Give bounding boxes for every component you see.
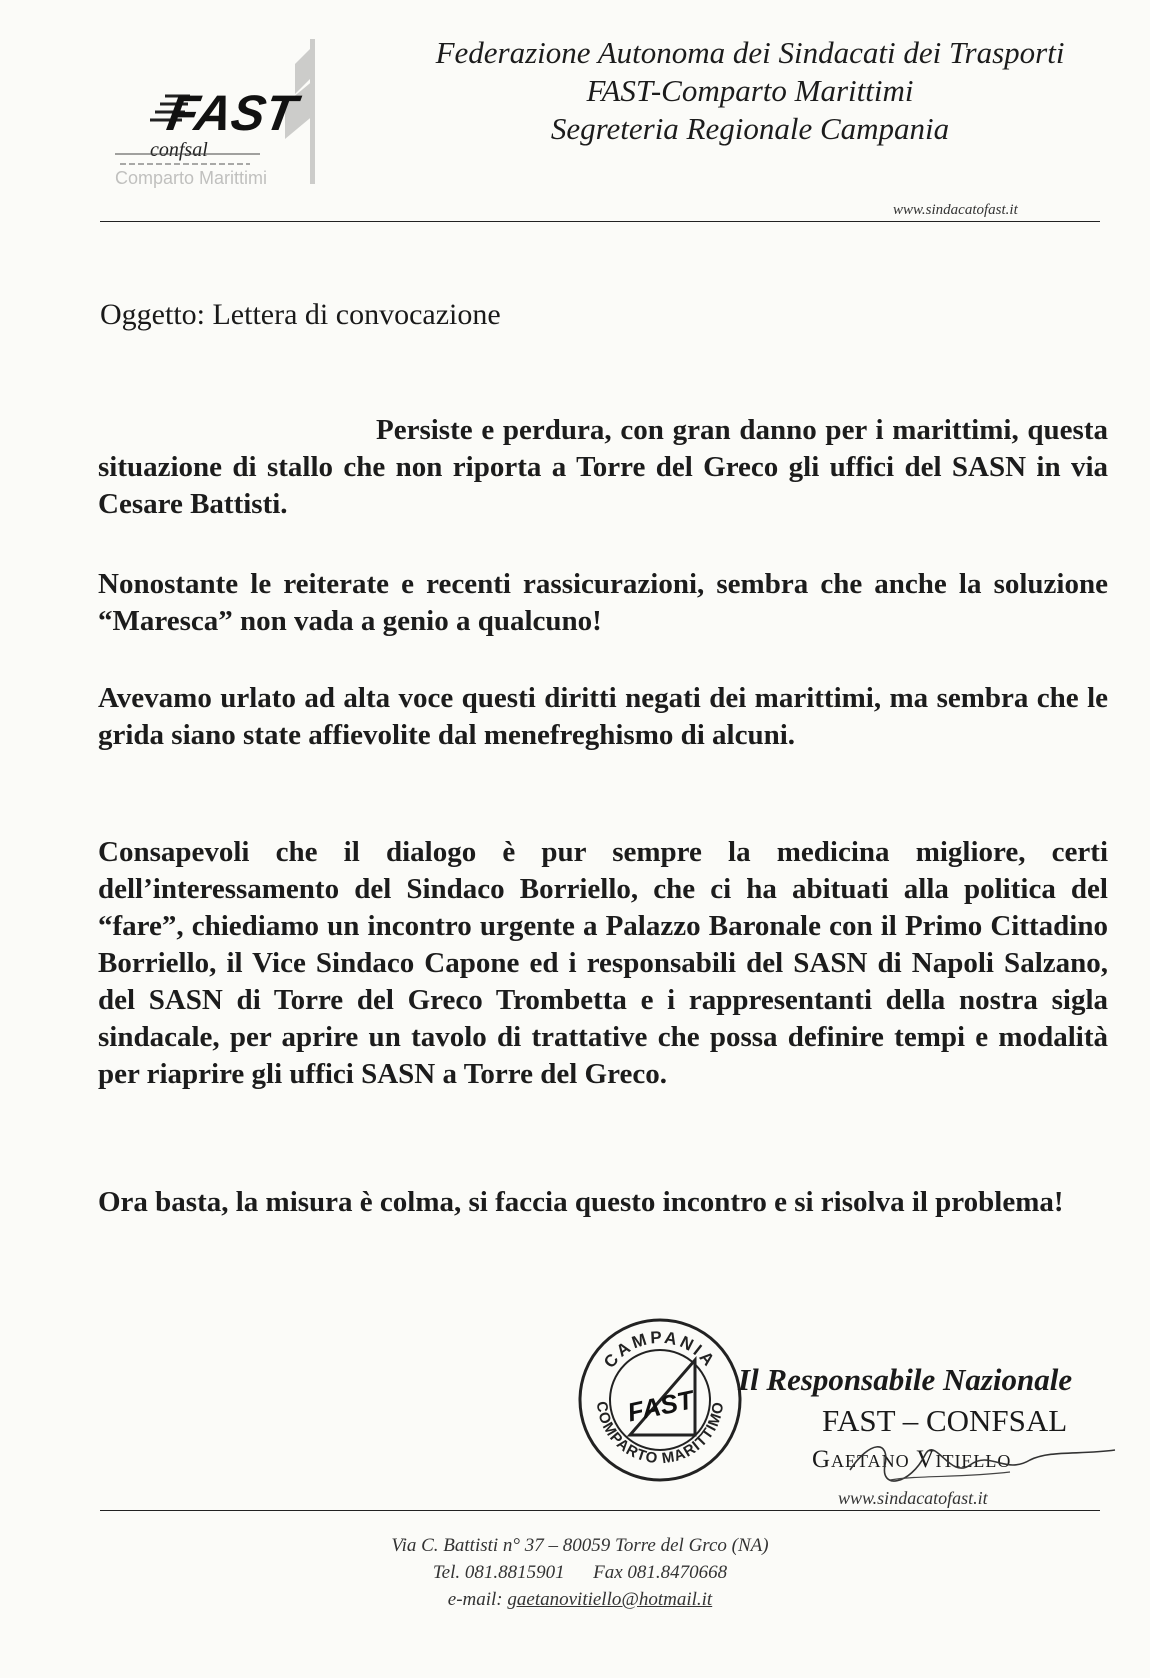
logo-faded-text: Comparto Marittimi bbox=[115, 168, 268, 188]
signature-website: www.sindacatofast.it bbox=[838, 1488, 988, 1508]
org-line-3: Segreteria Regionale Campania bbox=[550, 111, 950, 146]
signatory-organization: FAST – CONFSAL bbox=[822, 1403, 1068, 1438]
body-paragraph-5: Ora basta, la misura è colma, si faccia questo incontro e si risolva il problema! bbox=[98, 1186, 1064, 1218]
footer-address: Via C. Battisti n° 37 – 80059 Torre del Grco (NA) bbox=[391, 1535, 769, 1556]
organization-heading bbox=[370, 34, 1130, 148]
footer-email-link[interactable]: gaetanovitiello@hotmail.it bbox=[507, 1589, 713, 1610]
body-paragraph-1: Persiste e perdura, con gran danno per i marittimi, questa situazione di stallo che non riporta a Torre del Greco gli uffici del SASN in via Cesare Battisti. bbox=[98, 414, 1108, 520]
body-paragraph-2: Nonostante le reiterate e recenti rassicurazioni, sembra che anche la soluzione “Maresca” non vada a genio a qualcuno! bbox=[98, 568, 1108, 637]
logo-text: FAST bbox=[163, 84, 301, 141]
body-paragraph-4: Consapevoli che il dialogo è pur sempre la medicina migliore, certi dell’interessamento del Sindaco Borriello, che ci ha abituati alla politica del “fare”, chiediamo un incontro urgente a Palazzo Baronale con il Primo Cittadino Borriello, il Vice Sindaco Capone ed i responsabili del SASN di Napoli Salzano, del SASN di Torre del Greco Trombetta e i rappresentanti della nostra sigla sindacale, per aprire un tavolo di trattative che possa definire tempi e modalità per riaprire gli uffici SASN a Torre del Greco. bbox=[98, 836, 1108, 1090]
footer-email-label: e-mail: bbox=[447, 1589, 503, 1610]
footer-phone: Tel. 081.8815901 bbox=[432, 1562, 565, 1583]
stamp-center-text: FAST bbox=[624, 1384, 697, 1428]
footer-fax: Fax 081.8470668 bbox=[593, 1562, 728, 1583]
footer-email-line bbox=[300, 1586, 860, 1613]
stamp-bottom-text: COMPARTO MARITTIMO bbox=[592, 1400, 728, 1468]
footer-contacts bbox=[300, 1532, 860, 1613]
subject-line: Oggetto: Lettera di convocazione bbox=[100, 298, 501, 331]
signatory-name: Gaetano Vitiello bbox=[812, 1446, 1012, 1473]
signatory-title: Il Responsabile Nazionale bbox=[738, 1362, 1073, 1397]
org-line-2: FAST-Comparto Marittimi bbox=[586, 73, 914, 108]
footer-divider bbox=[100, 1510, 1100, 1511]
body-paragraph-3: Avevamo urlato ad alta voce questi diritti negati dei marittimi, ma sembra che le grida siano state affievolite dal menefreghismo di alcuni. bbox=[98, 682, 1108, 751]
header-divider bbox=[100, 221, 1100, 222]
stamp-top-text: CAMPANIA bbox=[599, 1327, 721, 1372]
logo-sub: confsal bbox=[150, 139, 208, 161]
official-stamp bbox=[575, 1315, 745, 1485]
org-line-1: Federazione Autonoma dei Sindacati dei Trasporti bbox=[435, 35, 1065, 70]
header-website: www.sindacatofast.it bbox=[893, 202, 1018, 218]
fast-logo bbox=[110, 34, 340, 204]
footer-phone-fax bbox=[300, 1559, 860, 1586]
